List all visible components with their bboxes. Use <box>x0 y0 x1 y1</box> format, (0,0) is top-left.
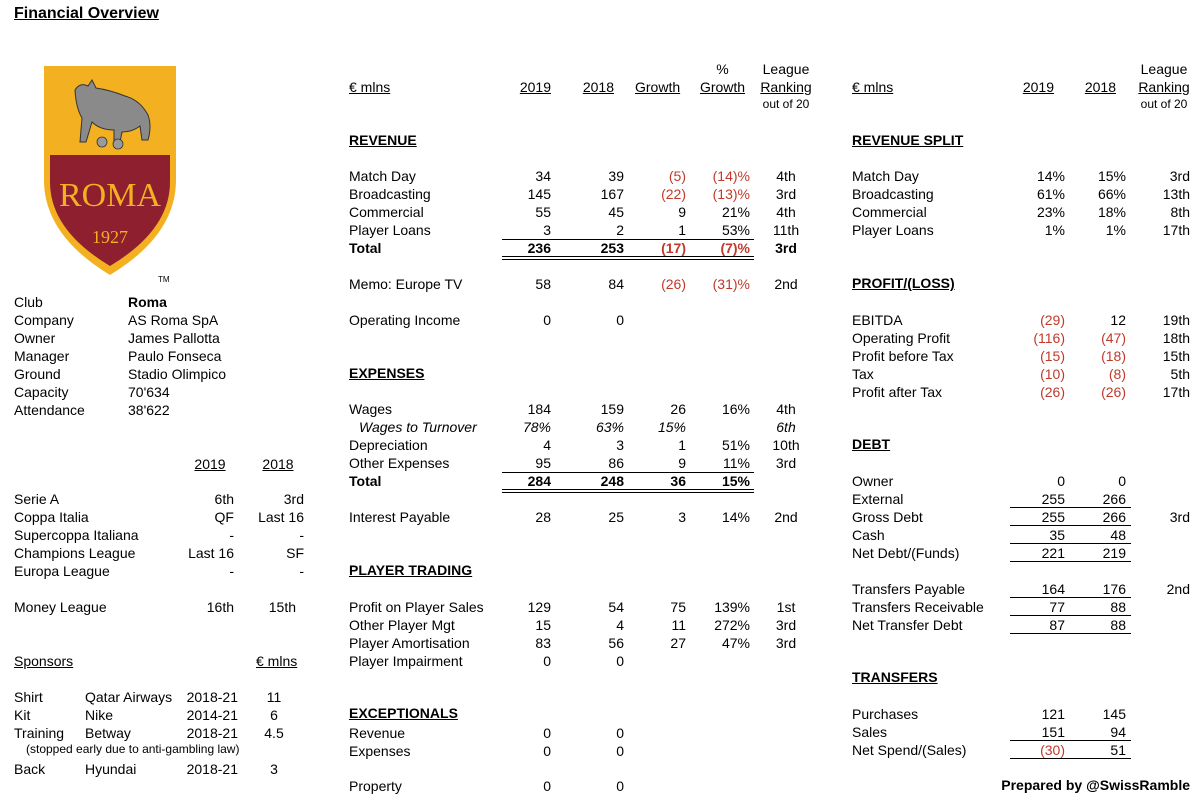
revenue-split-label: Commercial <box>852 204 927 220</box>
trading-rank: 3rd <box>775 617 797 633</box>
exceptional-2019: 0 <box>543 743 551 759</box>
net-transfer-debt-line <box>1010 633 1131 634</box>
profit-rank: 19th <box>1162 312 1190 328</box>
profit-2018: (8) <box>1108 366 1126 382</box>
other-expenses-pct-growth: 11% <box>723 455 750 471</box>
wages-to-turnover-2019: 78% <box>522 419 551 435</box>
revenue-growth: 9 <box>678 204 686 220</box>
revenue-split-rank: 3rd <box>1169 168 1190 184</box>
trading-row <box>0 634 1200 652</box>
revenue-label: Match Day <box>349 168 416 184</box>
competition-2018: Last 16 <box>258 509 304 525</box>
profit-2019: (116) <box>1033 330 1065 346</box>
revenue-split-rank: 8th <box>1170 204 1190 220</box>
sponsor-type: Back <box>14 761 46 777</box>
revenue-split-row <box>0 185 1200 203</box>
transfers-net-line <box>1010 758 1131 759</box>
sponsor-period: 2014-21 <box>186 707 238 723</box>
page-title: Financial Overview <box>14 5 159 22</box>
trading-2019: 129 <box>527 599 551 615</box>
memo-europe-tv-pct-growth: (31)% <box>712 276 750 292</box>
right-2019: 2019 <box>1022 79 1054 95</box>
transfers-net-2018: 51 <box>1110 742 1126 758</box>
revenue-rank: 3rd <box>775 186 797 202</box>
money-league-label: Money League <box>14 599 107 615</box>
transfers-sales-label: Sales <box>852 724 888 740</box>
sponsor-note: (stopped early due to anti-gambling law) <box>26 742 240 756</box>
transfers-payable-rank: 2nd <box>1166 581 1190 597</box>
right-outof: out of 20 <box>1140 97 1188 111</box>
competition-2019: - <box>229 563 234 579</box>
profit-2018: (26) <box>1101 384 1126 400</box>
trading-rank: 1st <box>776 599 796 615</box>
sponsor-value: 11 <box>266 689 282 705</box>
revenue-rank: 4th <box>776 204 796 220</box>
right-unit: € mlns <box>852 79 894 95</box>
depreciation-2019: 4 <box>543 437 551 453</box>
depreciation-growth: 1 <box>678 437 686 453</box>
debt-cash-2018: 48 <box>1110 527 1126 543</box>
revenue-split-2018: 15% <box>1097 168 1126 184</box>
competition-2019: Last 16 <box>188 545 234 561</box>
profit-rank: 18th <box>1162 330 1190 346</box>
sponsor-value: 4.5 <box>264 725 284 741</box>
revenue-split-2019: 14% <box>1036 168 1065 184</box>
debt-net-row <box>0 544 1200 562</box>
trading-label: Player Amortisation <box>349 635 470 651</box>
debt-net-line <box>1010 561 1131 562</box>
other-expenses-growth: 9 <box>678 455 686 471</box>
other-expenses-2019: 95 <box>535 455 551 471</box>
trading-2019: 0 <box>543 653 551 669</box>
net-transfer-debt-label: Net Transfer Debt <box>852 617 963 633</box>
debt-title: DEBT <box>852 436 891 452</box>
trading-growth: 11 <box>671 617 686 633</box>
wages-row <box>0 400 1200 418</box>
revenue-total-2018: 253 <box>600 240 624 256</box>
club-info-value: 38'622 <box>128 402 170 418</box>
debt-gross-2018: 266 <box>1102 509 1126 525</box>
trading-2019: 83 <box>535 635 551 651</box>
wages-rank: 4th <box>776 401 796 417</box>
other-expenses-rank: 3rd <box>775 455 797 471</box>
revenue-total-row <box>0 239 1200 257</box>
revenue-2018: 45 <box>608 204 624 220</box>
revenue-split-2019: 61% <box>1036 186 1065 202</box>
trading-label: Player Impairment <box>349 653 463 669</box>
club-info-label: Attendance <box>14 402 85 418</box>
memo-europe-tv-2019: 58 <box>535 276 551 292</box>
depreciation-rank: 10th <box>772 437 800 453</box>
profit-label: Operating Profit <box>852 330 951 346</box>
club-info-label: Company <box>14 312 74 328</box>
club-info-label: Capacity <box>14 384 69 400</box>
profit-row <box>0 329 1200 347</box>
mid-pct-growth: Growth <box>699 79 746 95</box>
revenue-split-rank: 13th <box>1162 186 1190 202</box>
net-transfer-debt-2019: 87 <box>1049 617 1065 633</box>
sponsor-type: Training <box>14 725 65 741</box>
profit-2019: (26) <box>1040 384 1065 400</box>
logo-text: ROMA <box>58 177 162 214</box>
right-2018: 2018 <box>1084 79 1116 95</box>
memo-europe-tv-row <box>0 275 1200 293</box>
expenses-title: EXPENSES <box>349 365 425 381</box>
club-info-label: Manager <box>14 348 70 364</box>
club-info-value: 70'634 <box>128 384 170 400</box>
expenses-total-growth: 36 <box>670 473 686 489</box>
debt-net-label: Net Debt/(Funds) <box>852 545 960 561</box>
revenue-2019: 34 <box>535 168 551 184</box>
revenue-total-pct-growth: (7)% <box>720 240 750 256</box>
profit-row <box>0 347 1200 365</box>
club-info-value: James Pallotta <box>128 330 220 346</box>
transfers-purchases-label: Purchases <box>852 706 919 722</box>
competition-label: Europa League <box>14 563 110 579</box>
transfers-receivable-2018: 88 <box>1110 599 1126 615</box>
competition-label: Coppa Italia <box>14 509 89 525</box>
sponsor-period: 2018-21 <box>186 725 238 741</box>
money-league-2019: 16th <box>206 599 234 615</box>
trading-label: Profit on Player Sales <box>349 599 484 615</box>
revenue-growth: (22) <box>661 186 686 202</box>
sponsor-name: Qatar Airways <box>85 689 173 705</box>
revenue-label: Player Loans <box>349 222 431 238</box>
debt-owner-row <box>0 472 1200 490</box>
debt-cash-2019: 35 <box>1049 527 1065 543</box>
depreciation-pct-growth: 51% <box>721 437 750 453</box>
profit-title: PROFIT/(LOSS) <box>852 275 955 291</box>
expenses-total-pct-growth: 15% <box>721 473 750 489</box>
trading-title: PLAYER TRADING <box>349 562 473 578</box>
profit-rank: 15th <box>1162 348 1190 364</box>
revenue-split-2019: 1% <box>1044 222 1065 238</box>
other-expenses-label: Other Expenses <box>349 455 450 471</box>
mid-growth: Growth <box>635 79 681 95</box>
revenue-split-2018: 1% <box>1105 222 1126 238</box>
transfers-purchases-2019: 121 <box>1041 706 1065 722</box>
revenue-label: Commercial <box>349 204 424 220</box>
debt-external-2018: 266 <box>1102 491 1126 507</box>
club-info-row <box>0 293 1200 311</box>
expenses-total-label: Total <box>349 473 382 489</box>
debt-cash-row <box>0 526 1200 544</box>
interest-payable-2019: 28 <box>535 509 551 525</box>
trading-2018: 4 <box>616 617 624 633</box>
revenue-2019: 55 <box>535 204 551 220</box>
debt-gross-row <box>0 508 1200 526</box>
revenue-title: REVENUE <box>349 132 417 148</box>
club-info-label: Owner <box>14 330 56 346</box>
profit-2018: 12 <box>1110 312 1126 328</box>
competition-label: Supercoppa Italiana <box>14 527 139 543</box>
club-info-value: Stadio Olimpico <box>128 366 227 382</box>
wages-to-turnover-label: Wages to Turnover <box>359 419 477 435</box>
revenue-2019: 3 <box>543 222 551 238</box>
debt-owner-label: Owner <box>852 473 894 489</box>
debt-owner-2018: 0 <box>1118 473 1126 489</box>
sponsors-unit: € mlns <box>256 653 298 669</box>
transfers-receivable-row <box>0 598 1200 616</box>
wages-to-turnover-growth: 15% <box>657 419 686 435</box>
trading-growth: 75 <box>670 599 686 615</box>
depreciation-label: Depreciation <box>349 437 428 453</box>
revenue-pct-growth: (14)% <box>712 168 750 184</box>
mid-ranking: Ranking <box>760 79 812 95</box>
revenue-2018: 2 <box>616 222 624 238</box>
money-league-2018: 15th <box>268 599 296 615</box>
interest-payable-pct-growth: 14% <box>721 509 750 525</box>
transfers-net-label: Net Spend/(Sales) <box>852 742 967 758</box>
wages-label: Wages <box>349 401 393 417</box>
exceptional-2018: 0 <box>616 743 624 759</box>
property-2018: 0 <box>616 778 624 794</box>
mid-league: League <box>762 61 810 77</box>
mid-pct: % <box>716 61 729 77</box>
sponsor-period: 2018-21 <box>186 689 238 705</box>
revenue-total-2019: 236 <box>527 240 551 256</box>
revenue-2018: 39 <box>608 168 624 184</box>
revenue-label: Broadcasting <box>349 186 431 202</box>
revenue-split-2018: 66% <box>1097 186 1126 202</box>
revenue-split-row <box>0 167 1200 185</box>
wages-2018: 159 <box>600 401 624 417</box>
competition-2019: 6th <box>214 491 234 507</box>
competition-2018: SF <box>286 545 304 561</box>
revenue-growth: (5) <box>668 168 686 184</box>
competition-2018: 3rd <box>283 491 304 507</box>
transfers-net-2019: (30) <box>1040 742 1065 758</box>
competition-label: Champions League <box>14 545 136 561</box>
debt-net-2018: 219 <box>1102 545 1126 561</box>
comp-header-2018: 2018 <box>262 456 294 472</box>
trading-label: Other Player Mgt <box>349 617 455 633</box>
logo-tm: TM <box>158 275 170 284</box>
memo-europe-tv-2018: 84 <box>608 276 624 292</box>
interest-payable-growth: 3 <box>678 509 686 525</box>
other-expenses-row <box>0 454 1200 472</box>
sponsor-value: 6 <box>270 707 278 723</box>
transfers-purchases-2018: 145 <box>1102 706 1126 722</box>
mid-unit: € mlns <box>349 79 391 95</box>
exceptional-2019: 0 <box>543 725 551 741</box>
competition-2019: QF <box>214 509 234 525</box>
debt-cash-label: Cash <box>852 527 885 543</box>
logo-year: 1927 <box>92 227 128 247</box>
transfers-sales-row <box>0 723 1200 741</box>
club-info-value: Paulo Fonseca <box>128 348 222 364</box>
profit-label: Tax <box>852 366 874 382</box>
comp-header-2019: 2019 <box>194 456 226 472</box>
wages-to-turnover-2018: 63% <box>595 419 624 435</box>
revenue-split-title: REVENUE SPLIT <box>852 132 964 148</box>
revenue-2018: 167 <box>600 186 624 202</box>
profit-label: Profit before Tax <box>852 348 954 364</box>
profit-row <box>0 365 1200 383</box>
wages-to-turnover-rank: 6th <box>776 419 796 435</box>
revenue-total-growth: (17) <box>661 240 686 256</box>
trading-2018: 54 <box>608 599 624 615</box>
sponsors-title: Sponsors <box>14 653 74 669</box>
competition-row <box>0 562 1200 580</box>
revenue-pct-growth: (13)% <box>712 186 750 202</box>
memo-europe-tv-label: Memo: Europe TV <box>349 276 463 292</box>
other-expenses-2018: 86 <box>608 455 624 471</box>
depreciation-row <box>0 436 1200 454</box>
debt-net-2019: 221 <box>1041 545 1065 561</box>
exceptional-label: Revenue <box>349 725 406 741</box>
memo-europe-tv-growth: (26) <box>661 276 686 292</box>
sponsor-name: Betway <box>85 725 131 741</box>
revenue-split-2018: 18% <box>1097 204 1126 220</box>
mid-2018: 2018 <box>582 79 614 95</box>
competition-label: Serie A <box>14 491 60 507</box>
revenue-rank: 4th <box>776 168 796 184</box>
competition-2019: - <box>229 527 234 543</box>
net-transfer-debt-2018: 88 <box>1110 617 1126 633</box>
transfers-net-row <box>0 741 1200 759</box>
transfers-purchases-row <box>0 705 1200 723</box>
club-info-label: Ground <box>14 366 61 382</box>
competition-2018: - <box>299 563 304 579</box>
profit-2019: (15) <box>1040 348 1065 364</box>
profit-row <box>0 311 1200 329</box>
operating-income-2019: 0 <box>543 312 551 328</box>
revenue-split-row <box>0 203 1200 221</box>
revenue-split-rank: 17th <box>1162 222 1190 238</box>
sponsor-type: Kit <box>14 707 31 723</box>
trading-pct-growth: 47% <box>721 635 750 651</box>
transfers-receivable-label: Transfers Receivable <box>852 599 984 615</box>
wages-pct-growth: 16% <box>721 401 750 417</box>
right-league: League <box>1140 61 1188 77</box>
profit-row <box>0 383 1200 401</box>
club-info-label: Club <box>14 294 43 310</box>
property-label: Property <box>349 778 402 794</box>
profit-label: EBITDA <box>852 312 903 328</box>
revenue-split-label: Broadcasting <box>852 186 934 202</box>
wages-2019: 184 <box>527 401 551 417</box>
transfers-payable-row <box>0 580 1200 598</box>
mid-outof: out of 20 <box>762 97 810 111</box>
trading-pct-growth: 139% <box>714 599 750 615</box>
trading-pct-growth: 272% <box>714 617 750 633</box>
revenue-total-label: Total <box>349 240 382 256</box>
trading-2019: 15 <box>535 617 551 633</box>
revenue-growth: 1 <box>678 222 686 238</box>
debt-external-row <box>0 490 1200 508</box>
right-ranking: Ranking <box>1138 79 1190 95</box>
interest-payable-label: Interest Payable <box>349 509 451 525</box>
trading-2018: 56 <box>608 635 624 651</box>
transfers-sales-2018: 94 <box>1110 724 1126 740</box>
profit-2019: (10) <box>1040 366 1065 382</box>
wages-growth: 26 <box>670 401 686 417</box>
expenses-total-2019: 284 <box>527 473 551 489</box>
depreciation-2018: 3 <box>616 437 624 453</box>
sponsor-value: 3 <box>270 761 278 777</box>
revenue-split-2019: 23% <box>1036 204 1065 220</box>
sponsor-name: Nike <box>85 707 114 723</box>
memo-europe-tv-rank: 2nd <box>774 276 798 292</box>
debt-owner-2019: 0 <box>1057 473 1065 489</box>
sponsor-name: Hyundai <box>85 761 137 777</box>
exceptional-2018: 0 <box>616 725 624 741</box>
transfers-payable-2018: 176 <box>1102 581 1126 597</box>
footer-credit: Prepared by @SwissRamble <box>1001 777 1190 793</box>
revenue-rank: 11th <box>772 222 800 238</box>
profit-rank: 17th <box>1162 384 1190 400</box>
trading-row <box>0 652 1200 670</box>
club-info-value: AS Roma SpA <box>128 312 219 328</box>
operating-income-2018: 0 <box>616 312 624 328</box>
trading-rank: 3rd <box>775 635 797 651</box>
sponsor-row <box>0 688 1200 706</box>
revenue-2019: 145 <box>527 186 551 202</box>
sponsor-period: 2018-21 <box>186 761 238 777</box>
net-transfer-debt-row <box>0 616 1200 634</box>
debt-gross-label: Gross Debt <box>852 509 923 525</box>
trading-growth: 27 <box>670 635 686 651</box>
mid-2019: 2019 <box>519 79 551 95</box>
profit-2018: (18) <box>1101 348 1126 364</box>
interest-payable-2018: 25 <box>608 509 624 525</box>
transfers-payable-2019: 164 <box>1041 581 1065 597</box>
wages-to-turnover-row <box>0 418 1200 436</box>
revenue-split-row <box>0 221 1200 239</box>
exceptionals-title: EXCEPTIONALS <box>349 705 458 721</box>
profit-rank: 5th <box>1170 366 1190 382</box>
trading-2018: 0 <box>616 653 624 669</box>
profit-2019: (29) <box>1040 312 1065 328</box>
exceptional-label: Expenses <box>349 743 411 759</box>
revenue-split-label: Match Day <box>852 168 919 184</box>
debt-external-label: External <box>852 491 904 507</box>
competition-2018: - <box>299 527 304 543</box>
operating-income-label: Operating Income <box>349 312 461 328</box>
revenue-split-label: Player Loans <box>852 222 934 238</box>
transfers-sales-2019: 151 <box>1041 724 1065 740</box>
sponsor-row <box>0 760 1200 778</box>
transfers-payable-label: Transfers Payable <box>852 581 966 597</box>
club-info-value: Roma <box>128 294 167 310</box>
debt-gross-rank: 3rd <box>1169 509 1190 525</box>
transfers-title: TRANSFERS <box>852 669 938 685</box>
revenue-total-rank: 3rd <box>775 240 797 256</box>
revenue-pct-growth: 53% <box>721 222 750 238</box>
profit-label: Profit after Tax <box>852 384 943 400</box>
debt-gross-2019: 255 <box>1041 509 1065 525</box>
transfers-receivable-2019: 77 <box>1049 599 1065 615</box>
revenue-pct-growth: 21% <box>721 204 750 220</box>
interest-payable-rank: 2nd <box>774 509 798 525</box>
profit-2018: (47) <box>1101 330 1126 346</box>
expenses-total-2018: 248 <box>600 473 624 489</box>
property-2019: 0 <box>543 778 551 794</box>
revenue-total-bottom-line <box>502 256 754 260</box>
debt-external-2019: 255 <box>1041 491 1065 507</box>
sponsor-type: Shirt <box>14 689 43 705</box>
